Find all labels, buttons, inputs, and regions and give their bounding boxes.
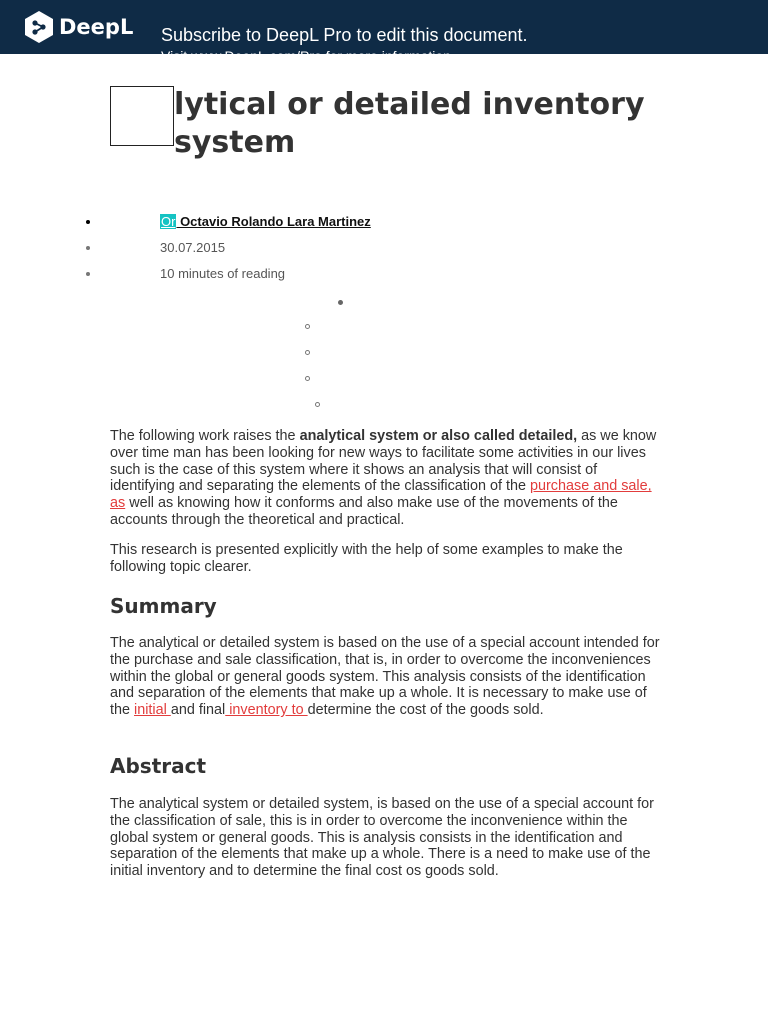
inventory-link[interactable]: inventory to [225, 702, 308, 719]
summary-heading: Summary [110, 594, 217, 618]
empty-list-circle-icon [315, 402, 320, 407]
subscribe-sub-message[interactable]: Visit www.DeepL.com/Pro for more information. [161, 48, 455, 64]
empty-list-circle-icon [305, 350, 310, 355]
deepl-logo[interactable] [24, 10, 133, 44]
deepl-logo-icon [24, 10, 54, 44]
summary-paragraph: The analytical or detailed system is based on the use of a special account intended for the purchase and sale classification, that is, in order to overcome the inconveniences within the global or general goods system. This analysis consists of the identification and separation of the elements that make up a whole. It is necessary to make use of the initial and final inventory to determine the cost of the goods sold. [110, 635, 660, 719]
intro-paragraph-2: This research is presented explicitly with the help of some examples to make the following topic clearer. [110, 542, 623, 575]
subscribe-message: Subscribe to DeepL Pro to edit this document. [161, 25, 528, 45]
empty-list-bullet-icon [338, 300, 343, 305]
bullet-icon [86, 246, 90, 250]
abstract-paragraph: The analytical system or detailed system, is based on the use of a special account for the classification of sale, this is in order to overcome the inconvenience within the global system or general goods. This is analysis consists in the identification and separation of the elements that make up a whole. There is a need to make use of the initial inventory and to determine the final cost os goods sold. [110, 796, 654, 880]
initial-link[interactable]: initial [134, 702, 171, 719]
reading-time: 10 minutes of reading [160, 266, 286, 281]
intro-bold: analytical system or also called detailed, [299, 428, 578, 444]
intro-paragraph-1: The following work raises the analytical system or also called detailed, as we know over time man has been looking for new ways to facilitate some activities in our lives such is the case of this system where it shows an analysis that will consist of identifying and separating the elements of the classification of the purchase and sale, as well as knowing how it conforms and also make use of the movements of the accounts through the theoretical and practical. [110, 428, 657, 528]
article-title-text: lytical or detailed inventory system [174, 87, 645, 160]
purchase-sale-link[interactable]: purchase and sale, as [110, 478, 652, 512]
deepl-banner [0, 0, 768, 64]
bullet-icon [86, 220, 90, 224]
author-link[interactable]: Octavio Rolando Lara Martinez [176, 214, 371, 229]
abstract-heading: Abstract [110, 754, 207, 778]
empty-list-circle-icon [305, 376, 310, 381]
publish-date: 30.07.2015 [160, 240, 226, 255]
bullet-icon [86, 272, 90, 276]
deepl-brand-name: DeepL [59, 15, 134, 39]
empty-list-circle-icon [305, 324, 310, 329]
article-title [110, 86, 660, 162]
article [110, 86, 660, 880]
author-highlight: Or [161, 214, 176, 229]
